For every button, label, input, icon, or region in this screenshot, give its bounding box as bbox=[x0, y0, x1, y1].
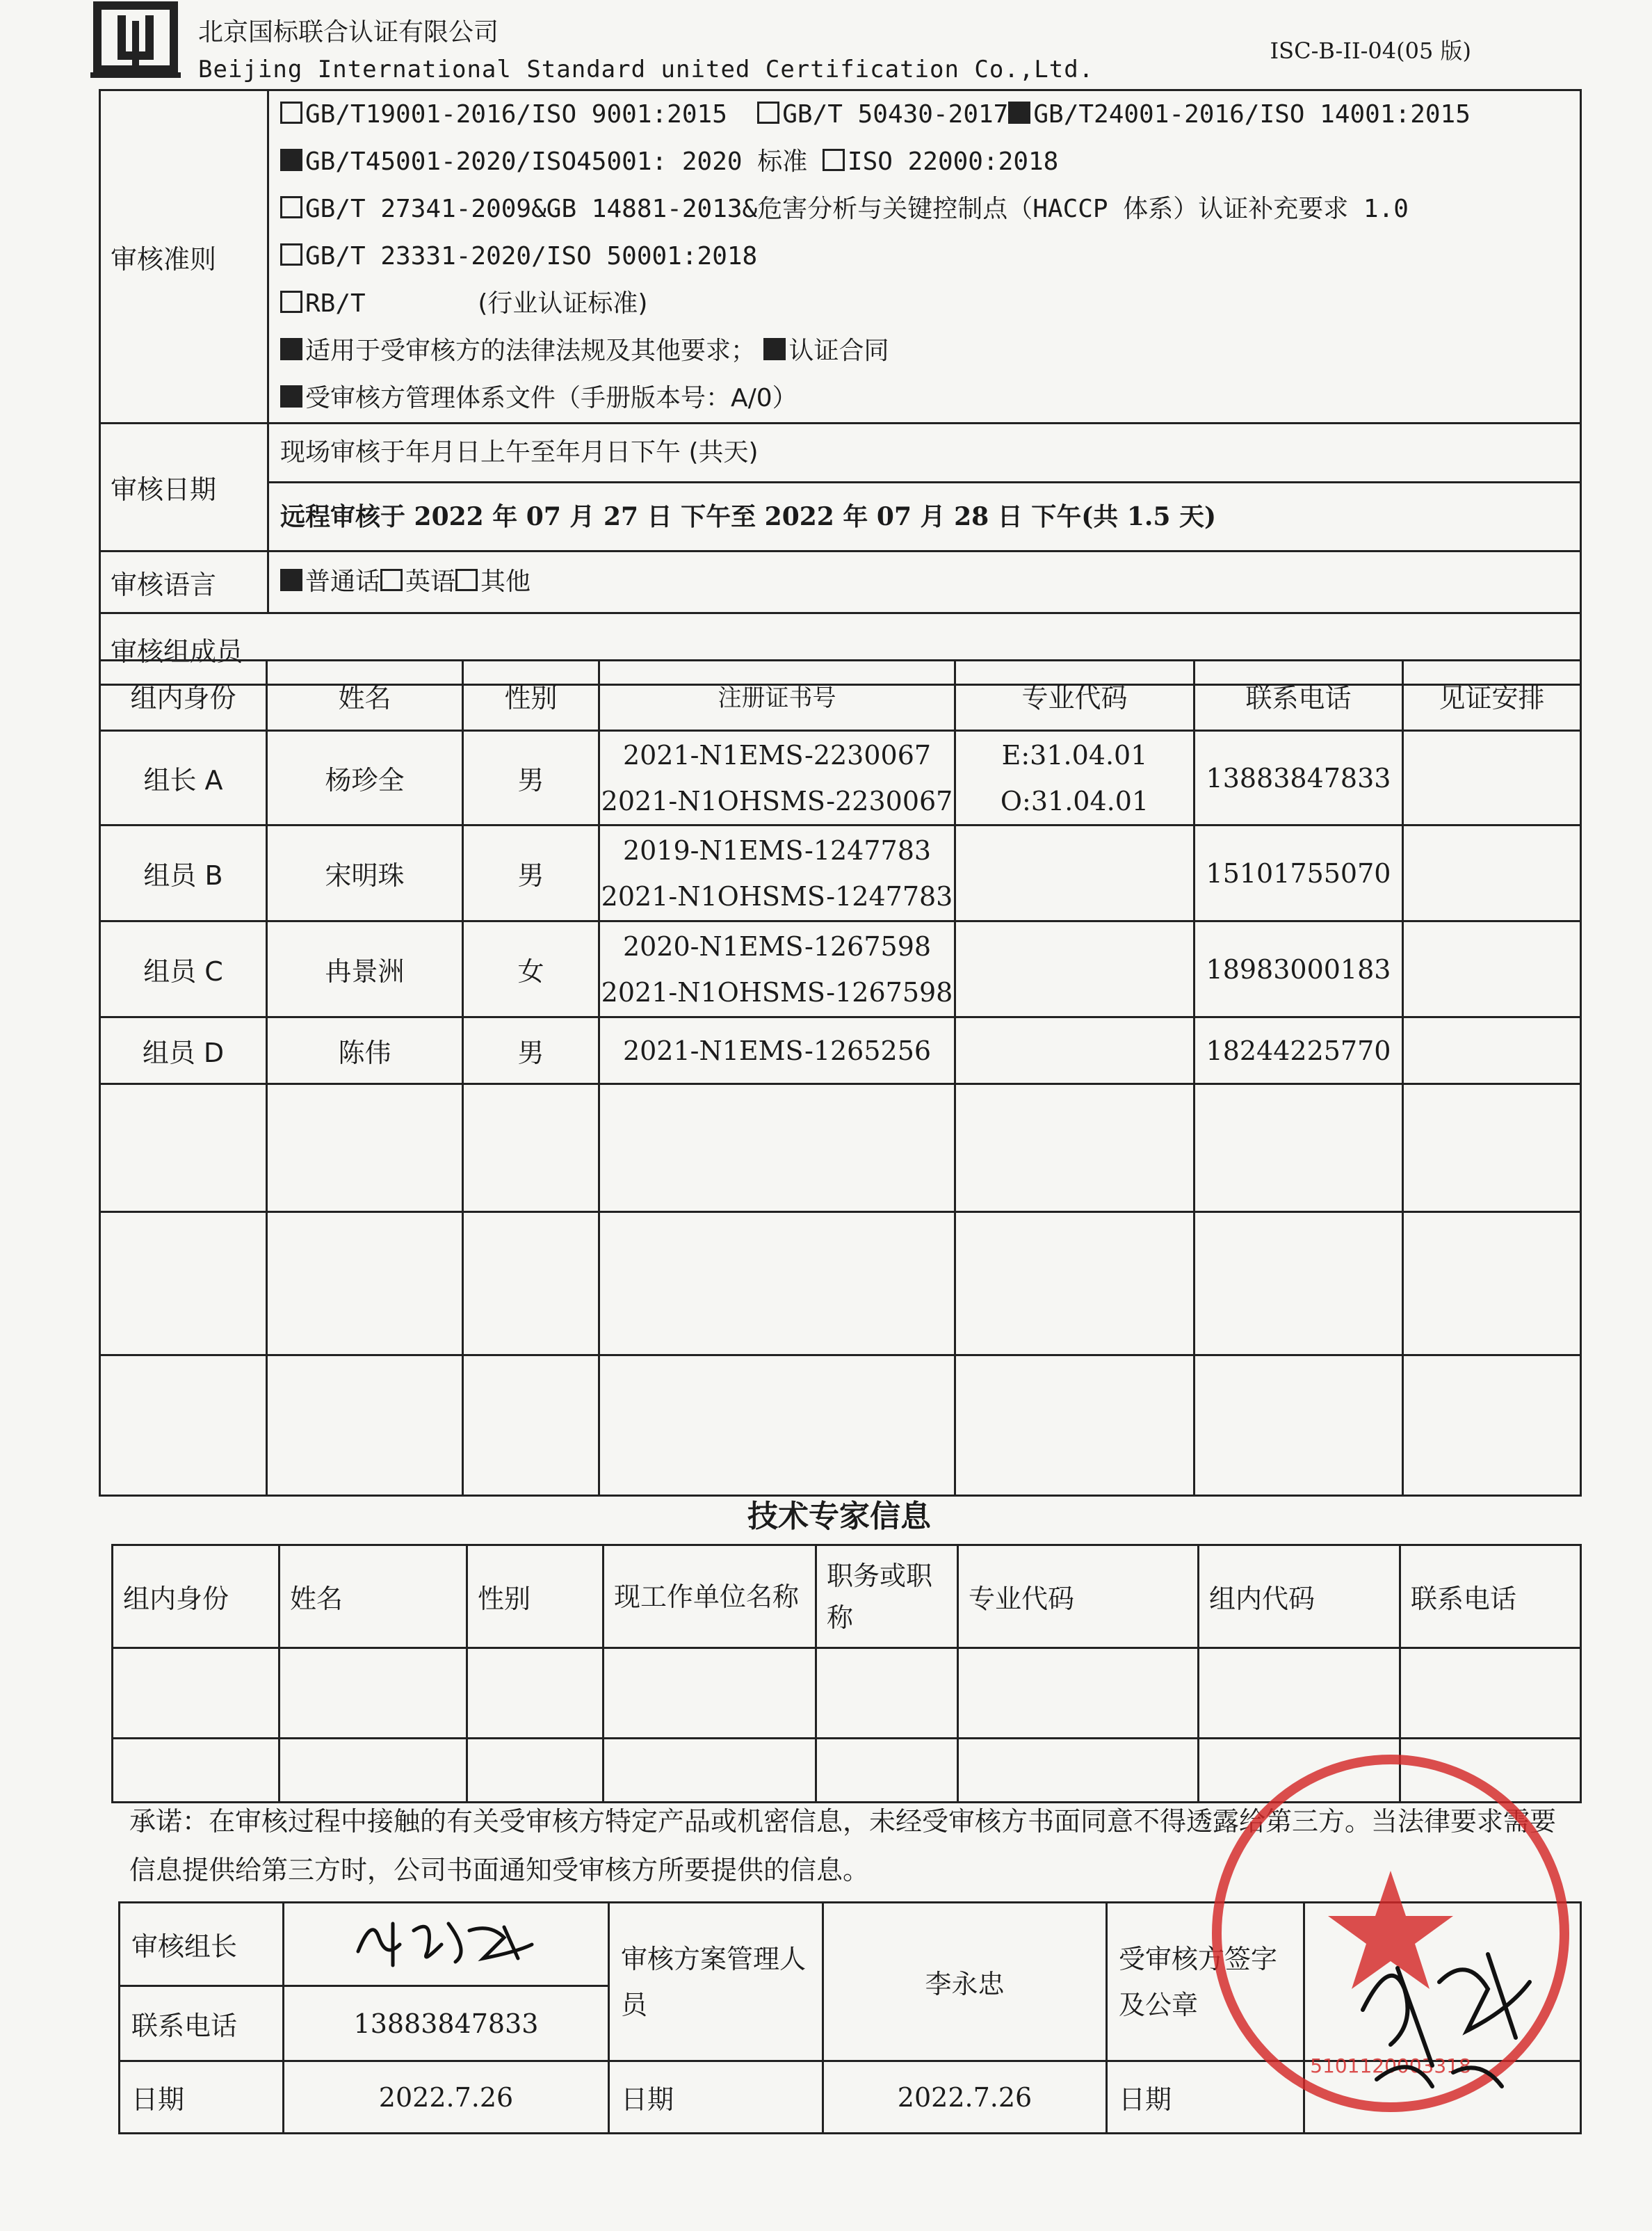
team-label: 审核组成员 bbox=[100, 613, 1581, 685]
member-gender: 男 bbox=[463, 825, 599, 921]
member-code bbox=[955, 1017, 1195, 1084]
expert-header-code: 专业代码 bbox=[958, 1545, 1199, 1648]
company-logo-icon bbox=[83, 0, 188, 82]
checkbox-rbt[interactable] bbox=[280, 291, 302, 313]
checkbox-energy[interactable] bbox=[280, 243, 302, 266]
contract-text: 认证合同 bbox=[788, 337, 889, 365]
company-name-en: Beijing International Standard united Certification Co.,Ltd. bbox=[198, 56, 1094, 83]
member-phone: 18244225770 bbox=[1195, 1017, 1403, 1084]
cert-1: 2021-N1EMS-2230067 bbox=[622, 739, 932, 771]
date-label: 日期 bbox=[120, 2061, 284, 2134]
scheme-date: 2022.7.26 bbox=[823, 2061, 1107, 2134]
table-row bbox=[100, 825, 1581, 921]
member-name: 陈伟 bbox=[267, 1017, 463, 1084]
members-header-row bbox=[100, 661, 1581, 731]
empty-row bbox=[100, 1084, 1581, 1212]
checkbox-english[interactable] bbox=[380, 569, 403, 591]
std-food: ISO 22000:2018 bbox=[847, 147, 1059, 176]
std-ohs: GB/T45001-2020/ISO45001: 2020 标准 bbox=[305, 147, 808, 176]
leader-signature-icon bbox=[351, 1910, 560, 1972]
member-gender: 女 bbox=[463, 921, 599, 1017]
member-role: 组员 D bbox=[100, 1017, 267, 1084]
expert-header-role: 组内身份 bbox=[113, 1545, 280, 1648]
checkbox-ohs[interactable] bbox=[280, 149, 302, 171]
member-cert bbox=[599, 825, 955, 921]
scheme-label: 审核方案管理人员 bbox=[609, 1903, 823, 2061]
member-code bbox=[955, 825, 1195, 921]
std-rbt-note: (行业认证标准) bbox=[478, 289, 648, 318]
header-code: 专业代码 bbox=[955, 661, 1195, 731]
criteria-line-4 bbox=[269, 233, 1580, 280]
member-gender: 男 bbox=[463, 731, 599, 825]
header-role: 组内身份 bbox=[100, 661, 267, 731]
header-cert: 注册证书号 bbox=[599, 661, 955, 731]
date-label: 日期 bbox=[609, 2061, 823, 2134]
member-role: 组员 C bbox=[100, 921, 267, 1017]
checkbox-50430[interactable] bbox=[757, 102, 779, 124]
criteria-line-5 bbox=[269, 280, 1580, 328]
member-witness bbox=[1403, 1017, 1581, 1084]
member-witness bbox=[1403, 731, 1581, 825]
criteria-line-6 bbox=[269, 328, 1580, 375]
criteria-line-2 bbox=[269, 138, 1580, 186]
experts-header-row bbox=[113, 1545, 1581, 1648]
table-row bbox=[100, 921, 1581, 1017]
checkbox-ems[interactable] bbox=[1008, 102, 1030, 124]
language-label: 审核语言 bbox=[100, 551, 268, 613]
language-options bbox=[268, 551, 1581, 613]
expert-header-phone: 联系电话 bbox=[1400, 1545, 1581, 1648]
expert-header-unit: 现工作单位名称 bbox=[604, 1545, 816, 1648]
member-code bbox=[955, 921, 1195, 1017]
company-name-cn: 北京国标联合认证有限公司 bbox=[198, 18, 499, 47]
header-name: 姓名 bbox=[267, 661, 463, 731]
criteria-line-7 bbox=[269, 375, 1580, 422]
expert-section-title: 技术专家信息 bbox=[747, 1499, 931, 1534]
leader-label: 审核组长 bbox=[120, 1903, 284, 1986]
checkbox-contract[interactable] bbox=[763, 338, 786, 360]
document-header bbox=[0, 0, 1652, 90]
audit-date-label: 审核日期 bbox=[100, 424, 268, 551]
expert-header-gender: 性别 bbox=[467, 1545, 604, 1648]
members-table bbox=[99, 659, 1582, 1497]
empty-row bbox=[100, 1355, 1581, 1496]
remote-date: 远程审核于 2022 年 07 月 27 日 下午至 2022 年 07 月 28 日 下午(共 1.5 天) bbox=[268, 483, 1581, 551]
audit-info-table bbox=[99, 89, 1582, 686]
cert-1: 2020-N1EMS-1267598 bbox=[622, 931, 932, 962]
member-name: 冉景洲 bbox=[267, 921, 463, 1017]
member-name: 杨珍全 bbox=[267, 731, 463, 825]
code-2: O:31.04.01 bbox=[1000, 785, 1149, 816]
criteria-line-3 bbox=[269, 186, 1580, 233]
member-witness bbox=[1403, 921, 1581, 1017]
header-phone: 联系电话 bbox=[1195, 661, 1403, 731]
member-phone: 15101755070 bbox=[1195, 825, 1403, 921]
pledge-text: 承诺：在审核过程中接触的有关受审核方特定产品或机密信息，未经受审核方书面同意不得透露给第三方。当法律要求需要信息提供给第三方时，公司书面通知受审核方所要提供的信息。 bbox=[129, 1806, 1557, 1885]
checkbox-qms[interactable] bbox=[280, 102, 302, 124]
leader-phone: 13883847833 bbox=[284, 1986, 609, 2061]
leader-signature-cell bbox=[284, 1903, 609, 1986]
empty-row bbox=[100, 1212, 1581, 1355]
cert-1: 2019-N1EMS-1247783 bbox=[622, 835, 932, 866]
std-50430: GB/T 50430-2017 bbox=[782, 100, 1009, 129]
member-code bbox=[955, 731, 1195, 825]
criteria-line-1 bbox=[269, 91, 1580, 138]
cert-2: 2021-N1OHSMS-1247783 bbox=[601, 880, 953, 912]
seal-number: 5101120003318 bbox=[1310, 2054, 1471, 2077]
phone-label: 联系电话 bbox=[120, 1986, 284, 2061]
std-haccp: GB/T 27341-2009&GB 14881-2013&危害分析与关键控制点（HACCP 体系）认证补充要求 1.0 bbox=[305, 195, 1409, 223]
laws-text: 适用于受审核方的法律法规及其他要求； bbox=[305, 337, 756, 365]
code-1: E:31.04.01 bbox=[1001, 739, 1148, 771]
auditee-signature-icon bbox=[1349, 1926, 1557, 2107]
std-energy: GB/T 23331-2020/ISO 50001:2018 bbox=[305, 242, 758, 271]
cert-2: 2021-N1OHSMS-1267598 bbox=[601, 976, 953, 1008]
expert-header-name: 姓名 bbox=[280, 1545, 467, 1648]
header-witness: 见证安排 bbox=[1403, 661, 1581, 731]
expert-header-group-code: 组内代码 bbox=[1199, 1545, 1400, 1648]
member-witness bbox=[1403, 825, 1581, 921]
leader-date: 2022.7.26 bbox=[284, 2061, 609, 2134]
member-phone: 18983000183 bbox=[1195, 921, 1403, 1017]
table-row bbox=[100, 731, 1581, 825]
checkbox-laws[interactable] bbox=[280, 338, 302, 360]
table-row bbox=[100, 1017, 1581, 1084]
member-cert bbox=[599, 731, 955, 825]
lang-other: 其他 bbox=[480, 567, 531, 596]
member-role: 组员 B bbox=[100, 825, 267, 921]
criteria-content bbox=[268, 90, 1581, 424]
checkbox-other[interactable] bbox=[455, 569, 478, 591]
form-code: ISC-B-II-04(05 版) bbox=[1270, 38, 1471, 64]
member-gender: 男 bbox=[463, 1017, 599, 1084]
checkbox-manual[interactable] bbox=[280, 385, 302, 408]
header-gender: 性别 bbox=[463, 661, 599, 731]
manual-text: 受审核方管理体系文件（手册版本号：A/0） bbox=[305, 384, 797, 412]
member-role: 组长 A bbox=[100, 731, 267, 825]
member-cert bbox=[599, 921, 955, 1017]
member-phone: 13883847833 bbox=[1195, 731, 1403, 825]
std-rbt: RB/T bbox=[305, 289, 366, 318]
checkbox-mandarin[interactable] bbox=[280, 569, 302, 591]
onsite-date: 现场审核于年月日上午至年月日下午 (共天) bbox=[268, 424, 1581, 483]
scheme-name: 李永忠 bbox=[823, 1903, 1107, 2061]
member-name: 宋明珠 bbox=[267, 825, 463, 921]
checkbox-haccp[interactable] bbox=[280, 196, 302, 218]
expert-header-title: 职务或职称 bbox=[816, 1545, 958, 1648]
member-cert: 2021-N1EMS-1265256 bbox=[599, 1017, 955, 1084]
lang-mandarin: 普通话 bbox=[305, 567, 381, 596]
date-label: 日期 bbox=[1107, 2061, 1304, 2134]
auditee-label: 受审核方签字及公章 bbox=[1107, 1903, 1304, 2061]
cert-2: 2021-N1OHSMS-2230067 bbox=[601, 785, 953, 816]
lang-english: 英语 bbox=[405, 567, 456, 596]
std-qms: GB/T19001-2016/ISO 9001:2015 bbox=[305, 100, 727, 129]
criteria-label: 审核准则 bbox=[100, 90, 268, 424]
std-ems: GB/T24001-2016/ISO 14001:2015 bbox=[1033, 100, 1471, 129]
checkbox-food[interactable] bbox=[823, 149, 845, 171]
